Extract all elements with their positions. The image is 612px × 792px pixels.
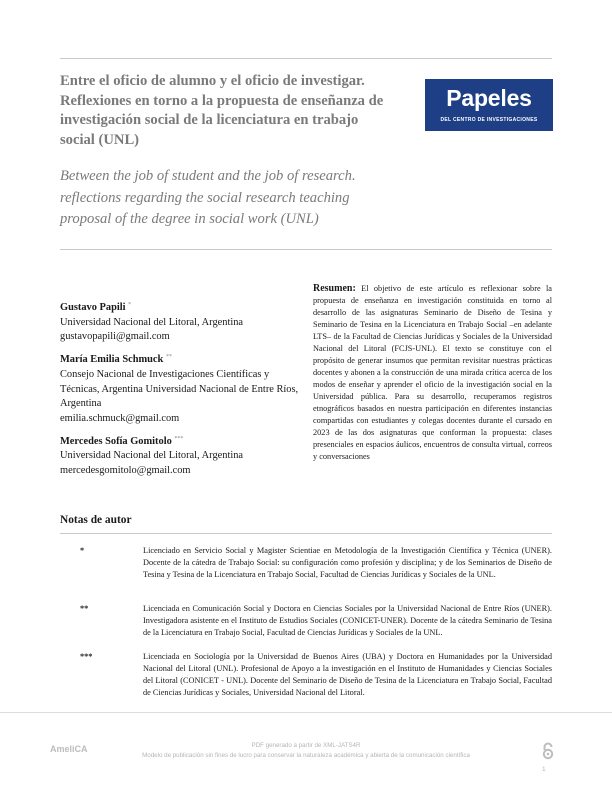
amelica-logo: AmeliCA: [50, 744, 88, 754]
author-name: María Emilia Schmuck: [60, 354, 164, 366]
title-spanish: Entre el oficio de alumno y el oficio de investigar. Reflexiones en torno a la propuesta de enseñanza de investigación social de la licenciatura en trabajo social (UNL): [60, 73, 384, 148]
page-number: 1: [542, 766, 546, 773]
logo-sub-text: DEL CENTRO DE INVESTIGACIONES: [440, 117, 538, 123]
note-text: Licenciada en Sociología por la Universidad de Buenos Aires (UBA) y Doctora en Humanidades por la Universidad Nacional del Litoral (UNL). Profesional de Apoyo a la investigación en el Instituto de Humanidades y Ciencias Sociales del Litoral (CONICET - UNL). Docente del Seminario de Diseño de Tesina de la Licenciatura en Trabajo Social, Facultad de Ciencias Jurídicas y Sociales, Universidad Nacional del Litoral.: [143, 652, 552, 698]
abstract: [313, 283, 552, 469]
title-english: Between the job of student and the job of research. reflections regarding the social research teaching proposal of the degree in social work (UNL): [60, 168, 356, 228]
open-access-icon: [540, 742, 556, 760]
author-entry: [60, 432, 300, 479]
footer-model-text: Modelo de publicación sin fines de lucro para conservar la naturaleza académica y abierta de la comunicación científica: [142, 752, 470, 759]
note-text: Licenciada en Comunicación Social y Doctora en Ciencias Sociales por la Universidad Nacional de Entre Ríos (UNER). Investigadora asistente en el Instituto de Estudios Sociales (CONICET-UNER). Docente de la cátedra Seminario de Tesina de la Licenciatura en Trabajo Social, Facultad de Ciencias Jurídicas y Sociales de la UNL.: [143, 604, 552, 638]
author-name: Gustavo Papili: [60, 302, 126, 313]
notes-rule: [60, 533, 552, 534]
abstract-text: El objetivo de este artículo es reflexionar sobre la propuesta de enseñanza en investigación constituida en torno al desarrollo de las asignaturas Seminario de Diseño de Tesina y Seminario de Tesina en la Licenciatura en Trabajo Social –en adelante LTS– de la Facultad de Ciencias Jurídicas y Sociales de la Universidad Nacional del Litoral (FCJS-UNL). El texto se constituye con el propósito de generar insumos que permitan revisitar nuestras prácticas docentes y abonen a la construcción de una mirada crítica acerca de los modos de enseñar y aprender el oficio de la investigación social en la Universidad pública. Para su desarrollo, recuperamos registros etnográficos basados en nuestra participación en diferentes instancias compartidas con estudiantes y colegas docentes durante el cursado en 2023 de las dos asignaturas que conforman la propuesta: clases presenciales en espacios áulicos, encuentros de consulta virtual, correos y conversaciones: [313, 284, 552, 461]
author-entry: [60, 350, 300, 427]
author-footnote-mark[interactable]: **: [165, 354, 172, 361]
papeles-logo: [425, 79, 553, 131]
note-text: Licenciado en Servicio Social y Magister Scientiae en Metodología de la Investigación Científica y Técnica (UNER). Docente de la cátedra de Trabajo Social: su configuración como profesión y disciplina; y de los Seminarios de Diseño de Tesina y Tesina de la Licenciatura en Trabajo Social, Facultad de Ciencias Jurídicas y Sociales de la UNL.: [143, 546, 552, 580]
author-note: [60, 603, 552, 639]
footer-generated-text: PDF generado a partir de XML-JATS4R: [251, 742, 361, 749]
author-affiliation: Consejo Nacional de Investigaciones Científicas y Técnicas, Argentina Universidad Nacional de Entre Ríos, Argentina: [60, 368, 299, 410]
author-name: Mercedes Sofía Gomitolo: [60, 435, 172, 447]
author-footnote-mark[interactable]: ***: [174, 435, 184, 442]
abstract-label: Resumen:: [313, 283, 356, 294]
logo-main-text: Papeles: [446, 85, 532, 111]
notes-heading: Notas de autor: [60, 514, 132, 526]
authors-block: [60, 298, 300, 484]
author-note: [60, 545, 552, 581]
author-affiliation: Universidad Nacional del Litoral, Argentina: [60, 450, 244, 462]
top-rule: [60, 58, 552, 59]
footer-rule: [0, 712, 612, 713]
note-mark: *: [80, 546, 85, 555]
author-affiliation: Universidad Nacional del Litoral, Argentina: [60, 316, 244, 328]
note-mark: **: [80, 604, 89, 613]
author-email[interactable]: emilia.schmuck@gmail.com: [60, 412, 180, 424]
author-email[interactable]: mercedesgomitolo@gmail.com: [60, 465, 191, 477]
author-entry: [60, 298, 300, 345]
author-footnote-mark[interactable]: *: [128, 302, 132, 308]
author-email[interactable]: gustavopapili@gmail.com: [60, 331, 170, 343]
author-note: [60, 651, 552, 699]
title-rule: [60, 249, 552, 250]
note-mark: ***: [80, 652, 93, 661]
